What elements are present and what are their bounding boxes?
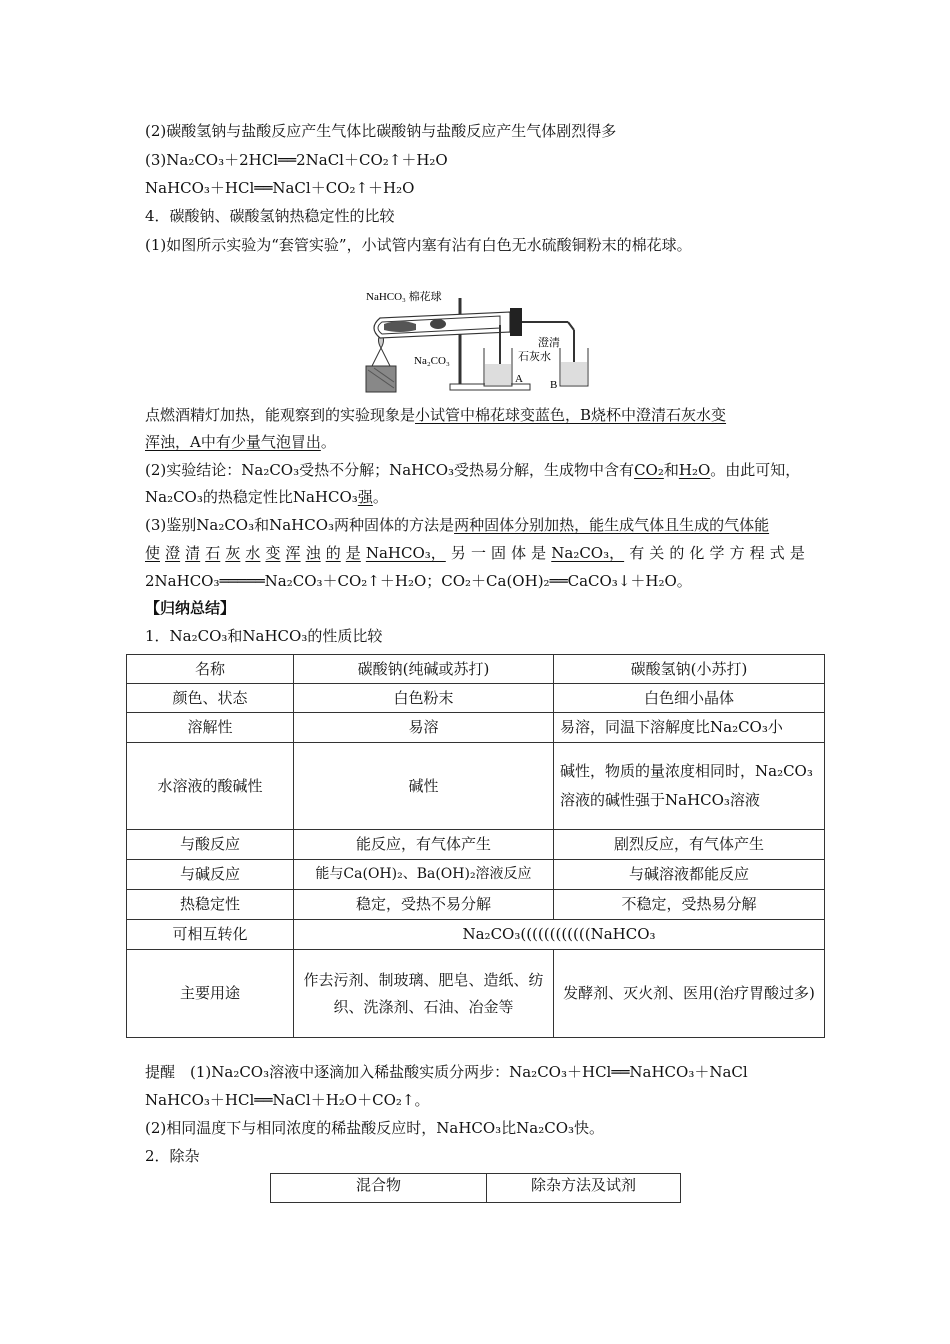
table-cell: 碱性，物质的量浓度相同时，Na₂CO₃溶液的碱性强于NaHCO₃溶液 <box>554 743 825 830</box>
word: 式 <box>769 544 785 562</box>
observation-prefix: 点燃酒精灯加热，能观察到的实验现象是 <box>145 406 416 424</box>
word: 是 <box>531 544 547 562</box>
table-row <box>127 830 825 860</box>
word: 浑 <box>285 544 301 562</box>
observation-line <box>145 432 336 452</box>
table-header-cell: 名称 <box>127 655 294 684</box>
word: 化 <box>689 544 705 562</box>
table-cell: 与碱溶液都能反应 <box>554 860 825 890</box>
beaker-a-icon <box>484 348 512 386</box>
table-row <box>127 743 825 830</box>
table-header-cell: 碳酸氢钠(小苏打) <box>554 655 825 684</box>
word: 的 <box>669 544 685 562</box>
table-row <box>127 860 825 890</box>
answer-blank: H₂O <box>678 461 711 479</box>
table-row <box>127 713 825 743</box>
table-row <box>127 684 825 713</box>
identify-line <box>145 515 769 535</box>
table-cell: 碱性 <box>294 743 554 830</box>
punctuation: 。 <box>372 488 388 506</box>
table-cell: 剧烈反应，有气体产生 <box>554 830 825 860</box>
conclusion-text: 。由此可知， <box>710 461 801 479</box>
table-cell: 与酸反应 <box>127 830 294 860</box>
answer-blank: 浑浊，A中有少量气泡冒出 <box>145 433 321 451</box>
identify-text: (3)鉴别Na₂CO₃和NaHCO₃两种固体的方法是 <box>145 516 455 534</box>
table-cell: 溶解性 <box>127 713 294 743</box>
word: 一 <box>470 544 486 562</box>
table-cell: 作去污剂、制玻璃、肥皂、造纸、纺织、洗涤剂、石油、冶金等 <box>294 950 554 1038</box>
word: 使 <box>145 544 161 562</box>
word: 另 <box>450 544 466 562</box>
conclusion-text: Na₂CO₃的热稳定性比NaHCO₃ <box>145 488 358 506</box>
word: 方 <box>729 544 745 562</box>
table-cell: 主要用途 <box>127 950 294 1038</box>
table-row <box>127 920 825 950</box>
observation-line <box>145 405 726 425</box>
table-cell: 与碱反应 <box>127 860 294 890</box>
word: 水 <box>245 544 261 562</box>
equation-line: (3)Na₂CO₃＋2HCl══2NaCl＋CO₂↑＋H₂O <box>145 151 448 169</box>
table-cell: 能反应，有气体产生 <box>294 830 554 860</box>
reminder-line: NaHCO₃＋HCl══NaCl＋H₂O＋CO₂↑。 <box>145 1091 430 1109</box>
reminder-line: 提醒 (1)Na₂CO₃溶液中逐滴加入稀盐酸实质分两步：Na₂CO₃＋HCl══NaHCO₃＋NaCl <box>145 1063 748 1081</box>
equation-line: NaHCO₃＋HCl══NaCl＋CO₂↑＋H₂O <box>145 179 415 197</box>
equation-line: 2NaHCO₃═════Na₂CO₃＋CO₂↑＋H₂O；CO₂＋Ca(OH)₂══CaCO₃↓＋H₂O。 <box>145 572 692 590</box>
table-header-cell: 除杂方法及试剂 <box>487 1174 681 1203</box>
reminder-line: (2)相同温度下与相同浓度的稀盐酸反应时，NaHCO₃比Na₂CO₃快。 <box>145 1119 605 1137</box>
word: 程 <box>749 544 765 562</box>
table-cell: 易溶，同温下溶解度比Na₂CO₃小 <box>554 713 825 743</box>
impurity-removal-table <box>270 1173 681 1203</box>
table-header-cell: 混合物 <box>271 1174 487 1203</box>
label-limewater: 石灰水 <box>518 351 551 363</box>
identify-line-justified <box>145 543 805 563</box>
answer-blank: CO₂ <box>634 461 664 479</box>
conclusion-line <box>145 460 800 480</box>
section-heading: 4．碳酸钠、碳酸氢钠热稳定性的比较 <box>145 207 395 225</box>
label-a: A <box>515 373 523 385</box>
word: 有 <box>629 544 645 562</box>
properties-table <box>126 654 825 1038</box>
conclusion-text: 和 <box>663 461 679 479</box>
word: Na₂CO₃， <box>551 544 625 562</box>
word: 关 <box>649 544 665 562</box>
word: 石 <box>205 544 221 562</box>
alcohol-lamp-icon <box>366 333 396 392</box>
conclusion-text: (2)实验结论：Na₂CO₃受热不分解；NaHCO₃受热易分解，生成物中含有 <box>145 461 635 479</box>
table-cell: 易溶 <box>294 713 554 743</box>
table-cell: 热稳定性 <box>127 890 294 920</box>
label-b: B <box>550 379 558 391</box>
table-cell: 水溶液的酸碱性 <box>127 743 294 830</box>
label-na2co3: Na₂CO₃ <box>414 355 450 367</box>
table-header-row <box>127 655 825 684</box>
word: 是 <box>345 544 361 562</box>
table-cell: 不稳定，受热易分解 <box>554 890 825 920</box>
answer-blank: 两种固体分别加热，能生成气体且生成的气体能 <box>454 516 770 534</box>
punctuation: 。 <box>320 433 336 451</box>
table-cell: 可相互转化 <box>127 920 294 950</box>
answer-blank: 小试管中棉花球变蓝色，B烧杯中澄清石灰水变 <box>415 406 727 424</box>
table-row <box>127 890 825 920</box>
table-header-cell: 碳酸钠(纯碱或苏打) <box>294 655 554 684</box>
word: 澄 <box>165 544 181 562</box>
word: 的 <box>325 544 341 562</box>
answer-blank: 强 <box>357 488 373 506</box>
table-cell: 颜色、状态 <box>127 684 294 713</box>
table-cell: 能与Ca(OH)₂、Ba(OH)₂溶液反应 <box>294 860 554 890</box>
section-title: 2．除杂 <box>145 1147 200 1165</box>
label-limewater: 澄清 <box>538 337 560 349</box>
table-cell: 白色细小晶体 <box>554 684 825 713</box>
conclusion-line <box>145 487 388 507</box>
table-cell: 稳定，受热不易分解 <box>294 890 554 920</box>
text-line: (2)碳酸氢钠与盐酸反应产生气体比碳酸钠与盐酸反应产生气体剧烈得多 <box>145 122 617 140</box>
text-line: (1)如图所示实验为“套管实验”，小试管内塞有沾有白色无水硫酸铜粉末的棉花球。 <box>145 236 692 254</box>
word: 清 <box>185 544 201 562</box>
table-row <box>127 950 825 1038</box>
section-title: 1．Na₂CO₃和NaHCO₃的性质比较 <box>145 627 383 645</box>
word: NaHCO₃， <box>365 544 446 562</box>
word: 变 <box>265 544 281 562</box>
nested-tube-apparatus-figure <box>360 278 600 396</box>
word: 学 <box>709 544 725 562</box>
table-cell: 白色粉末 <box>294 684 554 713</box>
word: 灰 <box>225 544 241 562</box>
word: 体 <box>511 544 527 562</box>
summary-heading: 【归纳总结】 <box>145 599 236 617</box>
word: 是 <box>789 544 805 562</box>
label-nahco3: NaHCO₃ 棉花球 <box>366 291 442 303</box>
table-cell-conversion: Na₂CO₃((((((((((((NaHCO₃ <box>294 920 825 950</box>
word: 浊 <box>305 544 321 562</box>
table-header-row <box>271 1174 681 1203</box>
table-cell: 发酵剂、灭火剂、医用(治疗胃酸过多) <box>554 950 825 1038</box>
word: 固 <box>491 544 507 562</box>
